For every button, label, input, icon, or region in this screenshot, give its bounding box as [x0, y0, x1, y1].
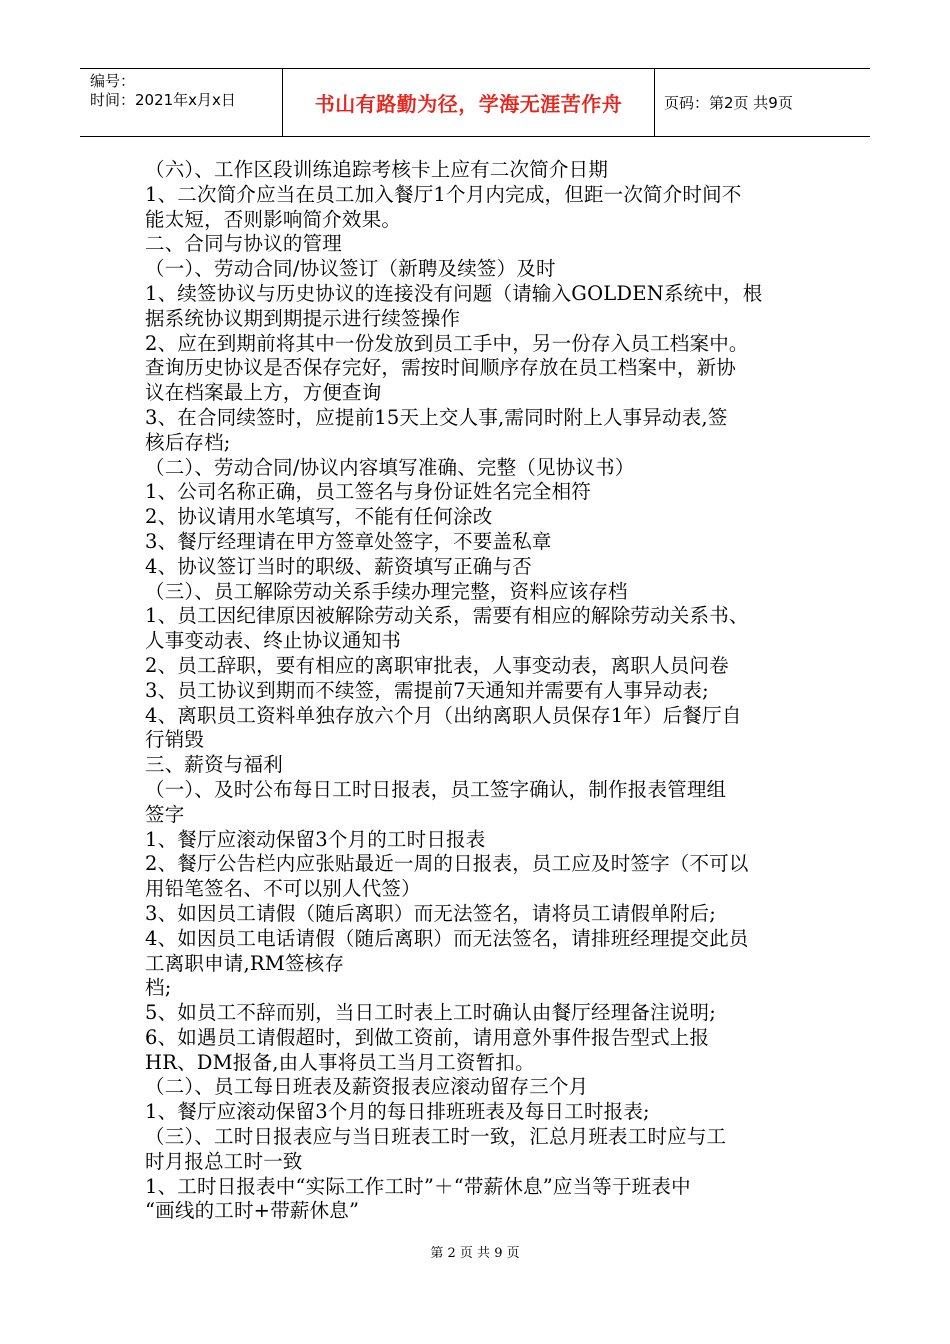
body-line: 1、续签协议与历史协议的连接没有问题（请输入GOLDEN系统中，根 [145, 281, 763, 305]
body-line: 1、员工因纪律原因被解除劳动关系，需要有相应的解除劳动关系书、 [145, 604, 749, 628]
body-line: 1、餐厅应滚动保留3个月的工时日报表 [145, 827, 486, 851]
motto-text: 书山有路勤为径，学海无涯苦作舟 [314, 92, 623, 116]
body-line: 4、如因员工电话请假（随后离职）而无法签名，请排班经理提交此员 [145, 926, 749, 950]
body-line: 5、如员工不辞而别，当日工时表上工时确认由餐厅经理备注说明; [145, 1001, 716, 1025]
body-line: （二）、劳动合同/协议内容填写准确、完整（见协议书） [145, 455, 635, 479]
body-line: 行销毁 [145, 728, 205, 752]
code-label: 编号： [90, 72, 136, 90]
body-line: 议在档案最上方，方便查询 [145, 381, 382, 405]
body-line: 工离职申请,RM签核存 [145, 951, 345, 975]
body-line: 2、协议请用水笔填写，不能有任何涂改 [145, 505, 493, 529]
body-line: 查询历史协议是否保存完好，需按时间顺序存放在员工档案中，新协 [145, 356, 737, 380]
body-line: 1、工时日报表中“实际工作工时”＋“带薪休息”应当等于班表中 [145, 1174, 691, 1198]
body-line: 二、合同与协议的管理 [145, 232, 343, 256]
body-line: 2、员工辞职，要有相应的离职审批表，人事变动表，离职人员问卷 [145, 653, 729, 677]
body-line: 3、餐厅经理请在甲方签章处签字，不要盖私章 [145, 529, 552, 553]
page-footer: 第 2 页 共 9 页 [430, 1246, 520, 1261]
body-line: 据系统协议期到期提示进行续签操作 [145, 306, 461, 330]
body-line: 能太短，否则影响简介效果。 [145, 207, 402, 231]
body-line: 核后存档; [145, 430, 231, 454]
body-line: 3、如因员工请假（随后离职）而无法签名，请将员工请假单附后; [145, 901, 716, 925]
body-line: 1、二次简介应当在员工加入餐厅1个月内完成，但距一次简介时间不 [145, 182, 742, 206]
document-body [145, 158, 810, 1224]
document-header [80, 68, 870, 137]
body-line: “画线的工时+带薪休息” [145, 1199, 360, 1223]
body-line: （三）、工时日报表应与当日班表工时一致，汇总月班表工时应与工 [145, 1125, 727, 1149]
body-line: 1、餐厅应滚动保留3个月的每日排班班表及每日工时报表; [145, 1100, 650, 1124]
page-number-label: 页码：第2页 共9页 [664, 94, 793, 112]
body-line: （一）、劳动合同/协议签订（新聘及续签）及时 [145, 257, 556, 281]
body-line: 3、在合同续签时，应提前15天上交人事,需同时附上人事异动表,签 [145, 405, 728, 429]
body-line: （一）、及时公布每日工时日报表，员工签字确认，制作报表管理组 [145, 777, 727, 801]
body-line: 档; [145, 976, 172, 1000]
header-motto-cell [282, 69, 655, 136]
header-page-cell [654, 69, 870, 136]
body-line: （六）、工作区段训练追踪考核卡上应有二次简介日期 [145, 158, 609, 181]
body-line: 用铅笔签名、不可以别人代签） [145, 877, 421, 901]
body-line: 6、如遇员工请假超时，到做工资前，请用意外事件报告型式上报 [145, 1025, 710, 1049]
header-info-cell [80, 69, 282, 136]
body-line: 时月报总工时一致 [145, 1149, 303, 1173]
body-line: 2、应在到期前将其中一份发放到员工手中，另一份存入员工档案中。 [145, 331, 749, 355]
body-line: 2、餐厅公告栏内应张贴最近一周的日报表，员工应及时签字（不可以 [145, 852, 749, 876]
body-line: （二）、员工每日班表及薪资报表应滚动留存三个月 [145, 1075, 589, 1099]
body-line: 三、薪资与福利 [145, 753, 283, 777]
body-line: 签字 [145, 802, 185, 826]
body-line: 1、公司名称正确，员工签名与身份证姓名完全相符 [145, 480, 592, 504]
body-line: HR、DM报备,由人事将员工当月工资暂扣。 [145, 1050, 535, 1074]
body-line: （三）、员工解除劳动关系手续办理完整，资料应该存档 [145, 579, 628, 603]
body-line: 3、员工协议到期而不续签，需提前7天通知并需要有人事异动表; [145, 678, 709, 702]
body-line: 4、离职员工资料单独存放六个月（出纳离职人员保存1年）后餐厅自 [145, 703, 742, 727]
body-line: 人事变动表、终止协议通知书 [145, 629, 402, 653]
body-line: 4、协议签订当时的职级、薪资填写正确与否 [145, 554, 532, 578]
time-label: 时间：2021年x月x日 [90, 91, 236, 109]
